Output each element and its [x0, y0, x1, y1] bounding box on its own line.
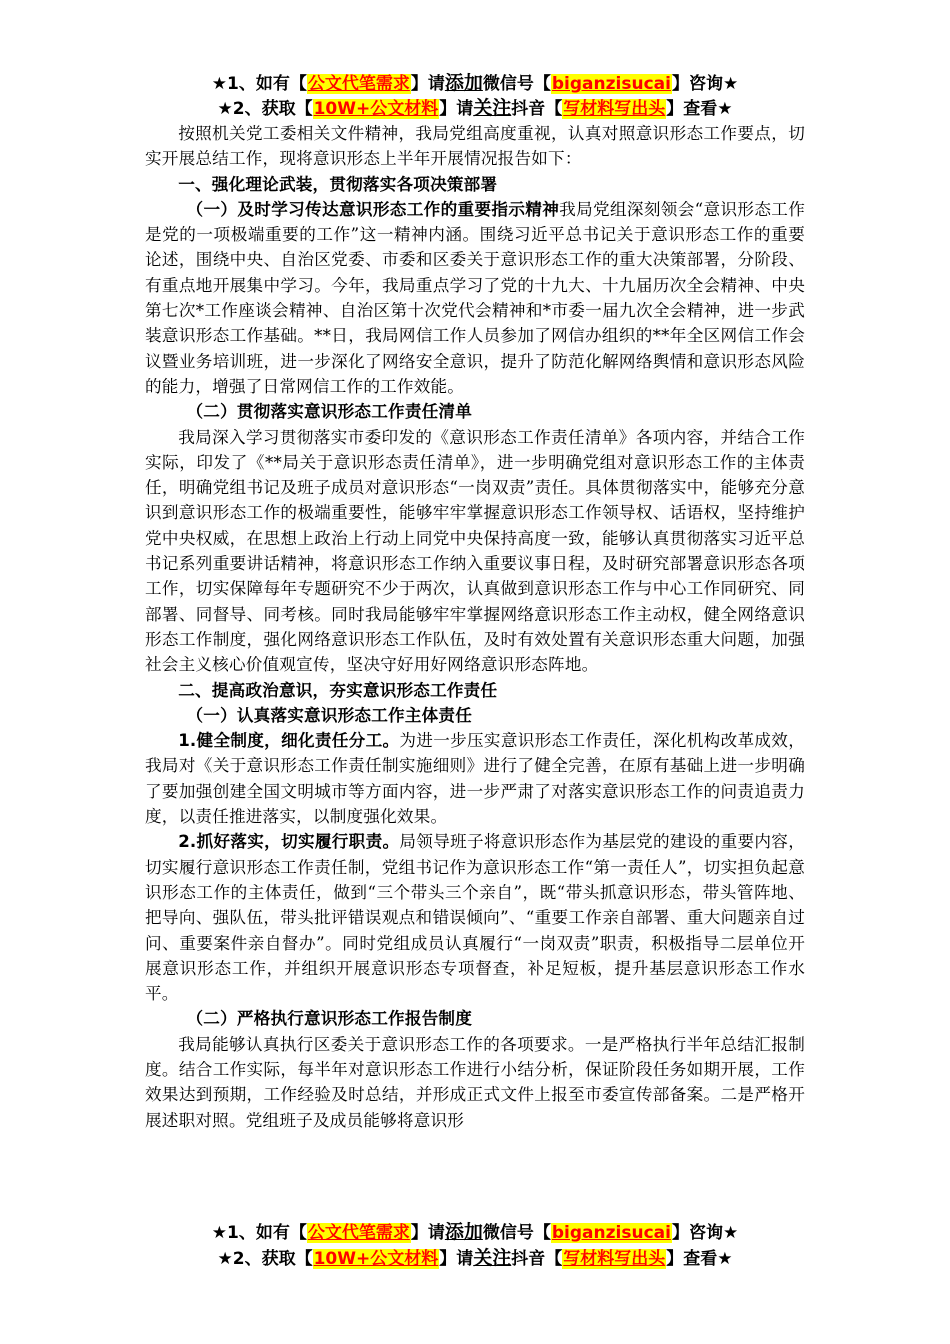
- item-heading: 1.健全制度，细化责任分工。: [178, 731, 400, 751]
- item-paragraph: 2.抓好落实，切实履行职责。局领导班子将意识形态作为基层党的建设的重要内容，切实履行意识形态工作责任制，党组书记作为意识形态工作“第一责任人”，切实担负起意识形态工作的主体责任，做到“三个带头三个亲自”，既“带头抓意识形态，带头管阵地、把导向、强队伍，带头批评错误观点和错误倾向”、“重要工作亲自部署、重大问题亲自过问、重要案件亲自督办”。同时党组成员认真履行“一岗双责”职责，积极指导二层单位开展意识形态工作，并组织开展意识形态专项督查，补足短板，提升基层意识形态工作水平。: [145, 832, 805, 1004]
- subsection-heading: （一）及时学习传达意识形态工作的重要指示精神: [186, 199, 560, 219]
- promo-highlight: 10W+公文材料: [313, 99, 439, 119]
- item-heading: 2.抓好落实，切实履行职责。: [178, 832, 400, 852]
- douyin-account-highlight: 写材料写出头: [563, 1249, 666, 1269]
- wechat-id-highlight: biganzisucai: [551, 74, 671, 94]
- promo-banner-line1-top: ★1、如有【公文代笔需求】请添加微信号【biganzisucai】咨询★: [211, 72, 739, 94]
- wechat-id-highlight: biganzisucai: [551, 1223, 671, 1243]
- subsection-heading: （二）贯彻落实意识形态工作责任清单: [186, 402, 472, 422]
- subsection-paragraph: （一）及时学习传达意识形态工作的重要指示精神我局党组深刻领会“意识形态工作是党的一项极端重要的工作”这一精神内涵。围绕习近平总书记关于意识形态工作的重要论述，围绕中央、自治区党委、市委和区委关于意识形态工作的重大决策部署，分阶段、有重点地开展集中学习。今年，我局重点学习了党的十九大、十九届历次全会精神、中央第七次*工作座谈会精神、自治区第十次党代会精神和*市委一届九次全会精神，进一步武装意识形态工作基础。**日，我局网信工作人员参加了网信办组织的**年全区网信工作会议暨业务培训班，进一步深化了网络安全意识，提升了防范化解网络舆情和意识形态风险的能力，增强了日常网信工作的工作效能。: [145, 199, 805, 396]
- subsection-heading: （一）认真落实意识形态工作主体责任: [186, 705, 472, 725]
- promo-banner-line2-bottom: ★2、获取【10W+公文材料】请关注抖音【写材料写出头】查看★: [217, 1247, 733, 1269]
- body-paragraph: 我局深入学习贯彻落实市委印发的《意识形态工作责任清单》各项内容，并结合工作实际，印发了《**局关于意识形态责任清单》，进一步明确党组对意识形态工作的主体责任，明确党组书记及班子成员对意识形态“一岗双责”责任。具体贯彻落实中，能够充分意识到意识形态工作的极端重要性，能够牢牢掌握意识形态工作领导权、话语权，坚持维护党中央权威，在思想上政治上行动上同党中央保持高度一致，能够认真贯彻落实习近平总书记系列重要讲话精神，将意识形态工作纳入重要议事日程，及时研究部署意识形态各项工作，切实保障每年专题研究不少于两次，认真做到意识形态工作与中心工作同研究、同部署、同督导、同考核。同时我局能够牢牢掌握网络意识形态工作主动权，健全网络意识形态工作制度，强化网络意识形态工作队伍，及时有效处置有关意识形态重大问题，加强社会主义核心价值观宣传，坚决守好用好网络意识形态阵地。: [145, 427, 805, 675]
- body-paragraph: 我局能够认真执行区委关于意识形态工作的各项要求。一是严格执行半年总结汇报制度。结合工作实际，每半年对意识形态工作进行小结分析，保证阶段任务如期开展，工作效果达到预期，工作经验及时总结，并形成正式文件上报至市委宣传部备案。二是严格开展述职对照。党组班子及成员能够将意识形: [145, 1034, 805, 1130]
- section-heading-2: 二、提高政治意识，夯实意识形态工作责任: [178, 680, 498, 700]
- promo-banner-line2-top: ★2、获取【10W+公文材料】请关注抖音【写材料写出头】查看★: [217, 97, 733, 119]
- intro-paragraph: 按照机关党工委相关文件精神，我局党组高度重视，认真对照意识形态工作要点，切实开展总结工作，现将意识形态上半年开展情况报告如下：: [145, 124, 805, 169]
- document-body: [145, 121, 805, 1211]
- douyin-account-highlight: 写材料写出头: [563, 99, 666, 119]
- promo-banner-line1-bottom: ★1、如有【公文代笔需求】请添加微信号【biganzisucai】咨询★: [211, 1221, 739, 1243]
- promo-highlight: 公文代笔需求: [307, 74, 410, 94]
- promo-highlight: 10W+公文材料: [313, 1249, 439, 1269]
- subsection-heading: （二）严格执行意识形态工作报告制度: [186, 1009, 472, 1029]
- section-heading-1: 一、强化理论武装，贯彻落实各项决策部署: [178, 174, 498, 194]
- promo-highlight: 公文代笔需求: [307, 1223, 410, 1243]
- item-paragraph: 1.健全制度，细化责任分工。为进一步压实意识形态工作责任，深化机构改革成效，我局对《关于意识形态工作责任制实施细则》进行了健全完善，在原有基础上进一步明确了要加强创建全国文明城市等方面内容，进一步严肃了对落实意识形态工作的问责追责力度，以责任推进落实，以制度强化效果。: [145, 731, 805, 827]
